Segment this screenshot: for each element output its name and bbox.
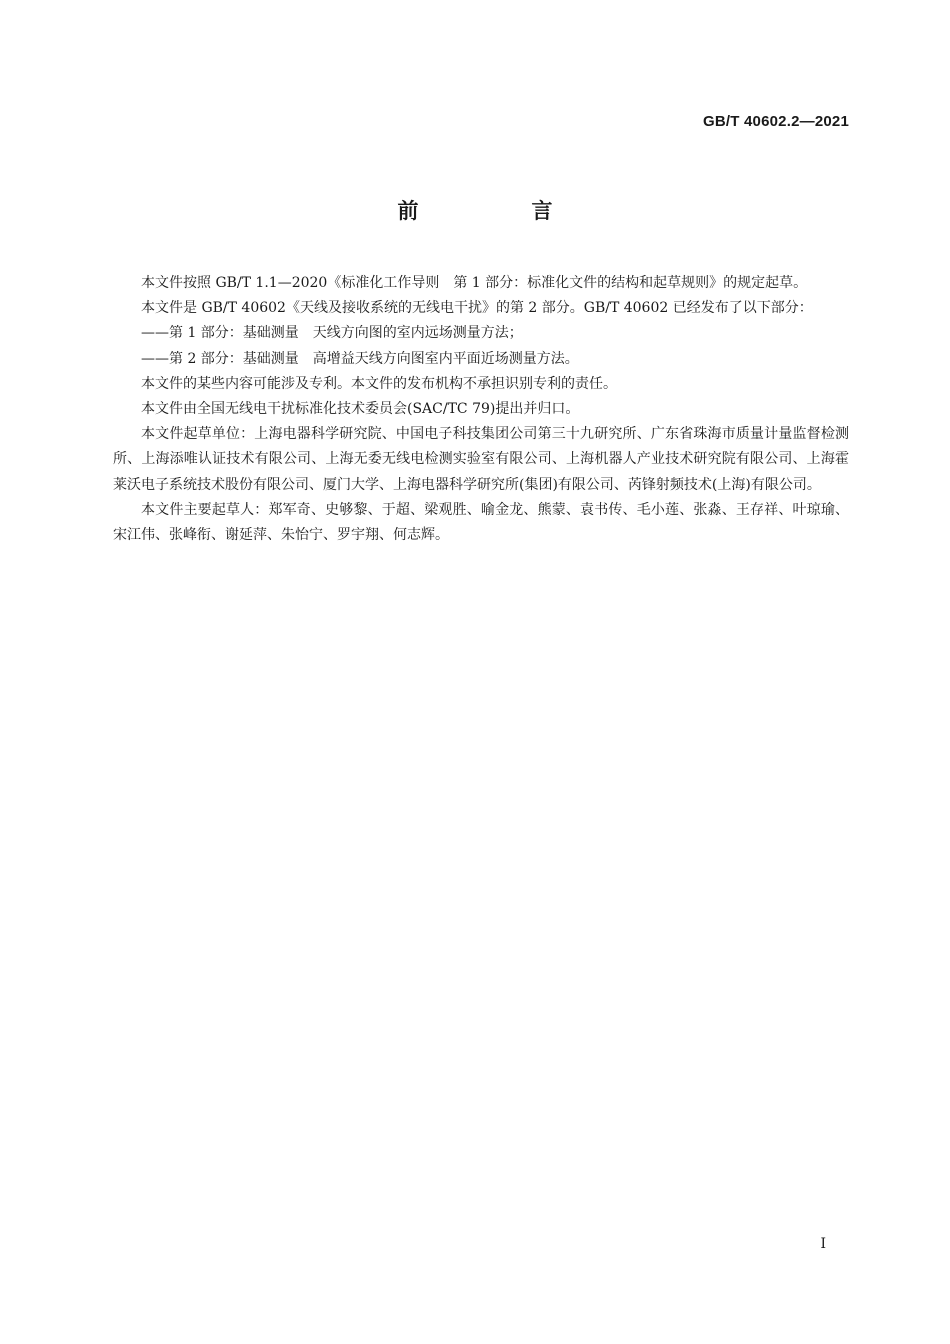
standard-code: GB/T 40602.2—2021 [703, 113, 849, 130]
list-item-part-1: ——第 1 部分：基础测量 天线方向图的室内远场测量方法； [141, 325, 523, 342]
paragraph-drafters: 本文件主要起草人：郑军奇、史够黎、于超、梁观胜、喻金龙、熊蒙、袁书传、毛小莲、张淼、王存祥、叶琼瑜、宋江伟、张峰衔、谢延萍、朱怡宁、罗宇翔、何志辉。 [113, 501, 849, 544]
page-number: I [820, 1236, 826, 1252]
paragraph-drafting-units: 本文件起草单位：上海电器科学研究院、中国电子科技集团公司第三十九研究所、广东省珠海市质量计量监督检测所、上海添唯认证技术有限公司、上海无委无线电检测实验室有限公司、上海机器人产业技术研究院有限公司、上海霍莱沃电子系统技术股份有限公司、厦门大学、上海电器科学研究所(集团)有限公司、芮锋射频技术(上海)有限公司。 [113, 426, 849, 493]
list-item-part-2: ——第 2 部分：基础测量 高增益天线方向图室内平面近场测量方法。 [141, 350, 579, 367]
paragraph-drafting-rules: 本文件按照 GB/T 1.1—2020《标准化工作导则 第 1 部分：标准化文件的结构和起草规则》的规定起草。 [141, 275, 808, 291]
paragraph-proposer: 本文件由全国无线电干扰标准化技术委员会(SAC/TC 79)提出并归口。 [141, 401, 580, 418]
foreword-body [113, 271, 849, 548]
paragraph-patent-notice: 本文件的某些内容可能涉及专利。本文件的发布机构不承担识别专利的责任。 [141, 375, 617, 392]
paragraph-series-intro: 本文件是 GB/T 40602《天线及接收系统的无线电干扰》的第 2 部分。GB/T 40602 已经发布了以下部分： [141, 300, 813, 317]
page-title: 前 言 [397, 199, 599, 223]
